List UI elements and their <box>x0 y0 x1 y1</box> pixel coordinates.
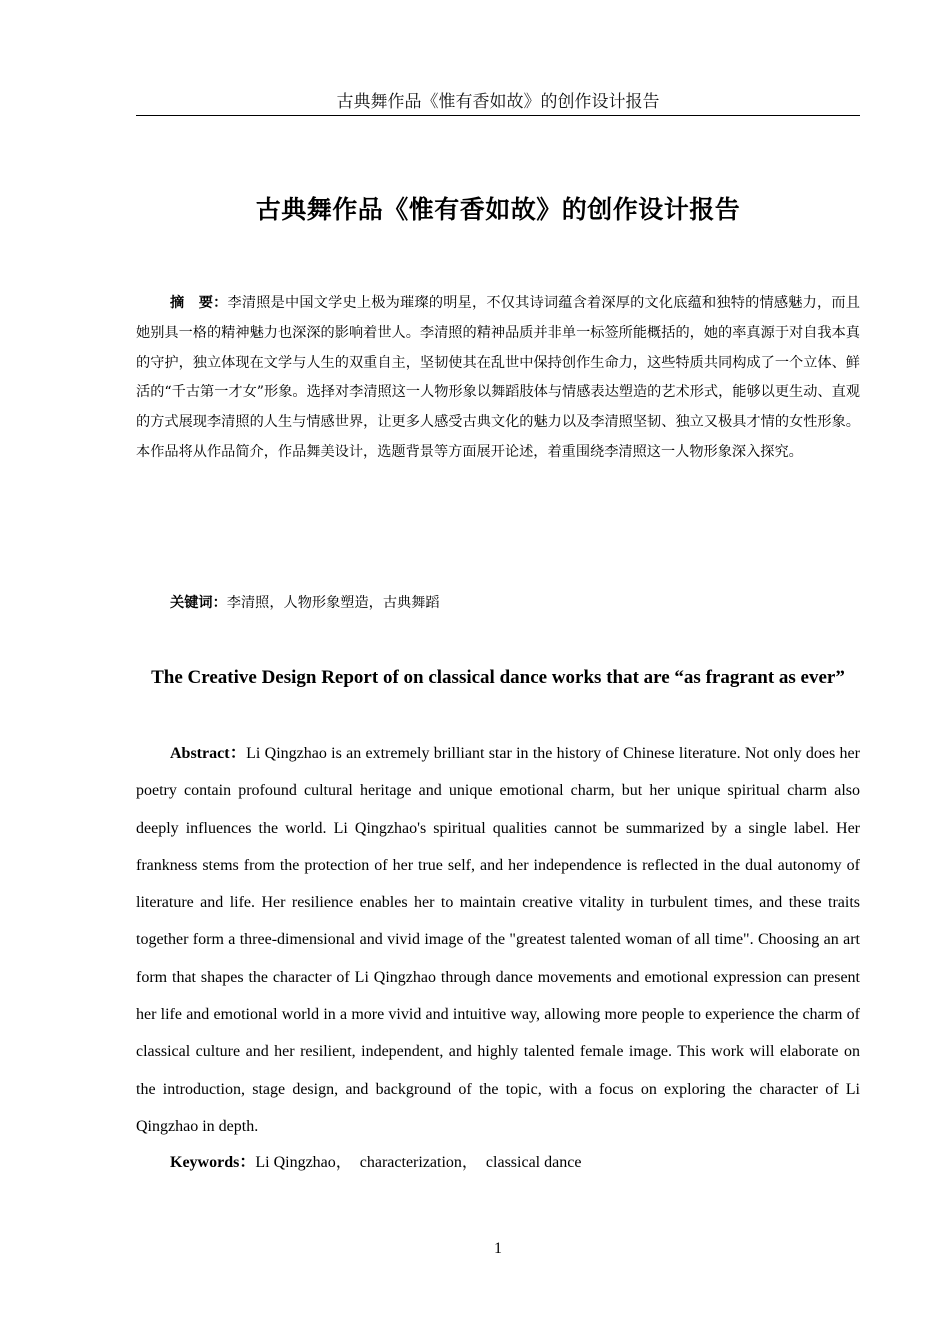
running-header: 古典舞作品《惟有香如故》的创作设计报告 <box>336 92 660 112</box>
chinese-abstract-label: 摘 要： <box>170 295 228 311</box>
chinese-keywords <box>170 588 440 618</box>
english-keywords-label: Keywords： <box>170 1154 256 1171</box>
chinese-abstract-text: 李清照是中国文学史上极为璀璨的明星，不仅其诗词蕴含着深厚的文化底蕴和独特的情感魅力，而且她别具一格的精神魅力也深深的影响着世人。李清照的精神品质并非单一标签所能概括的，她的率真源于对自我本真的守护，独立体现在文学与人生的双重自主，坚韧使其在乱世中保持创作生命力，这些特质共同构成了一个立体、鲜活的“千古第一才女”形象。选择对李清照这一人物形象以舞蹈肢体与情感表达塑造的艺术形式，能够以更生动、直观的方式展现李清照的人生与情感世界，让更多人感受古典文化的魅力以及李清照坚韧、独立又极具才情的女性形象。本作品将从作品简介，作品舞美设计，选题背景等方面展开论述，着重围绕李清照这一人物形象深入探究。 <box>136 295 860 460</box>
page-number: 1 <box>494 1240 502 1257</box>
chinese-title: 古典舞作品《惟有香如故》的创作设计报告 <box>255 195 741 224</box>
english-abstract-label: Abstract： <box>170 745 247 762</box>
header-rule <box>136 115 860 116</box>
english-keywords <box>170 1146 581 1180</box>
chinese-keywords-label: 关键词： <box>170 595 227 611</box>
english-abstract <box>136 735 860 1145</box>
chinese-abstract <box>136 289 860 468</box>
english-abstract-text: Li Qingzhao is an extremely brilliant star in the history of Chinese literature. Not only does her poetry contain profound cultural heritage and unique emotional charm, but her unique spiritual charm also deeply influences the world. Li Qingzhao's spiritual qualities cannot be summarized by a single label. Her frankness stems from the protection of her true self, and her independence is reflected in the dual autonomy of literature and life. Her resilience enables her to maintain creative vitality in turbulent times, and these traits together form a three-dimensional and vivid image of the "greatest talented woman of all time". Choosing an art form that shapes the character of Li Qingzhao through dance movements and emotional expression can present her life and emotional world in a more vivid and intuitive way, allowing more people to experience the charm of classical culture and her resilient, independent, and highly talented female image. This work will elaborate on the introduction, stage design, and background of the topic, with a focus on exploring the character of Li Qingzhao in depth. <box>136 745 860 1135</box>
chinese-keywords-text: 李清照，人物形象塑造，古典舞蹈 <box>226 595 440 611</box>
english-title: The Creative Design Report of on classical dance works that are “as fragrant as ever” <box>151 667 845 688</box>
english-keywords-text: Li Qingzhao， characterization， classical dance <box>255 1154 582 1171</box>
